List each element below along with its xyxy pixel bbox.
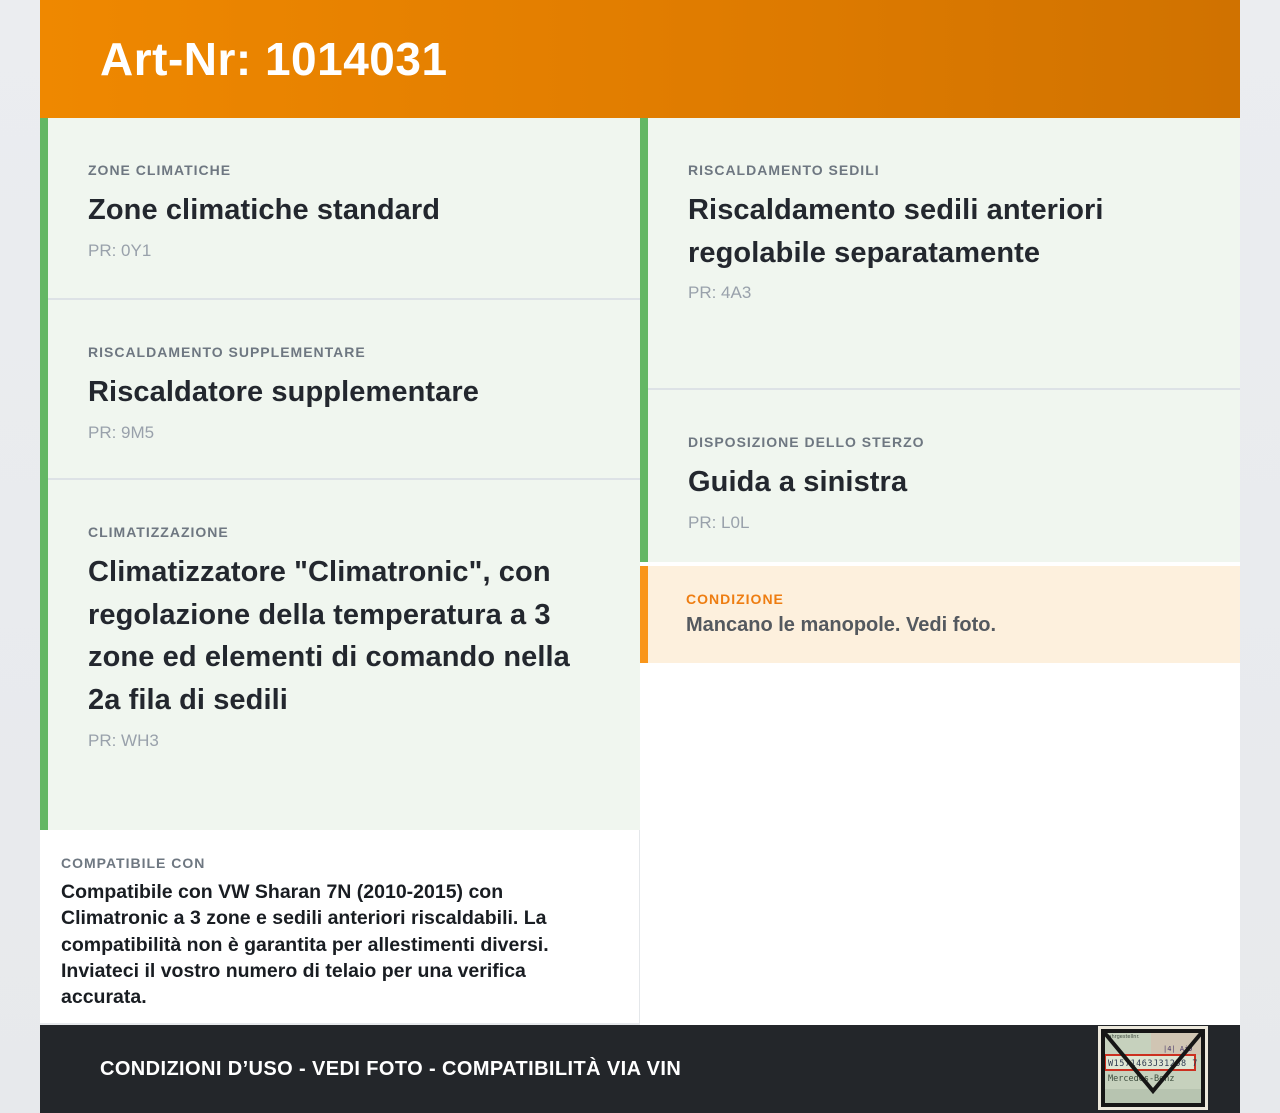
card-condizione	[640, 566, 1240, 663]
pr-code: PR: WH3	[88, 730, 159, 750]
doc-brand-line: Mercedes-Benz	[1108, 1074, 1175, 1084]
left-feature-block	[40, 118, 640, 830]
card-disposizione-sterzo	[648, 390, 1240, 562]
header-banner	[40, 0, 1240, 118]
right-column-filler	[640, 663, 1240, 1025]
content-columns	[40, 118, 1240, 1025]
card-label: COMPATIBILE CON	[61, 855, 206, 871]
right-feature-block	[640, 118, 1240, 562]
condition-label: CONDIZIONE	[686, 591, 784, 607]
card-label: DISPOSIZIONE DELLO STERZO	[688, 434, 925, 450]
card-riscaldamento-sedili	[648, 118, 1240, 388]
card-riscaldamento-supplementare	[48, 300, 640, 478]
doc-top-label: Fahrgestellnr.	[1106, 1034, 1140, 1040]
card-title: Zone climatiche standard	[88, 194, 441, 226]
card-title: Riscaldamento sedili anteriori regolabile separatamente	[688, 194, 1104, 269]
pr-code: PR: L0L	[688, 512, 750, 532]
article-number-title: Art-Nr: 1014031	[100, 33, 448, 85]
card-compatibile-con	[40, 830, 640, 1023]
card-zone-climatiche	[48, 118, 640, 298]
pr-code: PR: 9M5	[88, 422, 155, 442]
footer-conditions-text: CONDIZIONI D’USO - VEDI FOTO - COMPATIBILITÀ VIA VIN	[100, 1057, 682, 1080]
vin-text: W1571463J31258 7	[1108, 1059, 1198, 1069]
card-label: ZONE CLIMATICHE	[88, 162, 232, 178]
card-climatizzazione	[48, 480, 640, 830]
card-label: CLIMATIZZAZIONE	[88, 524, 229, 540]
card-title: Guida a sinistra	[688, 466, 908, 498]
pr-code: PR: 4A3	[688, 283, 752, 303]
footer-banner	[40, 1025, 1240, 1113]
svg-text:|4| AiD: |4| AiD	[1163, 1045, 1193, 1053]
pr-code: PR: 0Y1	[88, 240, 152, 260]
left-column	[40, 118, 640, 1025]
card-title: Climatizzatore "Climatronic", con regolazione della temperatura a 3 zone ed elementi di comando nella 2a fila di sedili	[88, 556, 570, 716]
card-label: RISCALDAMENTO SUPPLEMENTARE	[88, 344, 366, 360]
vin-document-envelope-icon	[1101, 1029, 1205, 1107]
condition-text: Mancano le manopole. Vedi foto.	[686, 614, 997, 636]
vin-document-photo	[1098, 1026, 1208, 1110]
compatibility-text: Compatibile con VW Sharan 7N (2010-2015) con Climatronic a 3 zone e sedili anteriori riscaldabili. La compatibilità non è garantita per allestimenti diversi. Inviateci il vostro numero di telaio per una verifica accurata.	[61, 881, 549, 1009]
right-column	[640, 118, 1240, 1025]
card-label: RISCALDAMENTO SEDILI	[688, 162, 880, 178]
card-title: Riscaldatore supplementare	[88, 376, 480, 408]
